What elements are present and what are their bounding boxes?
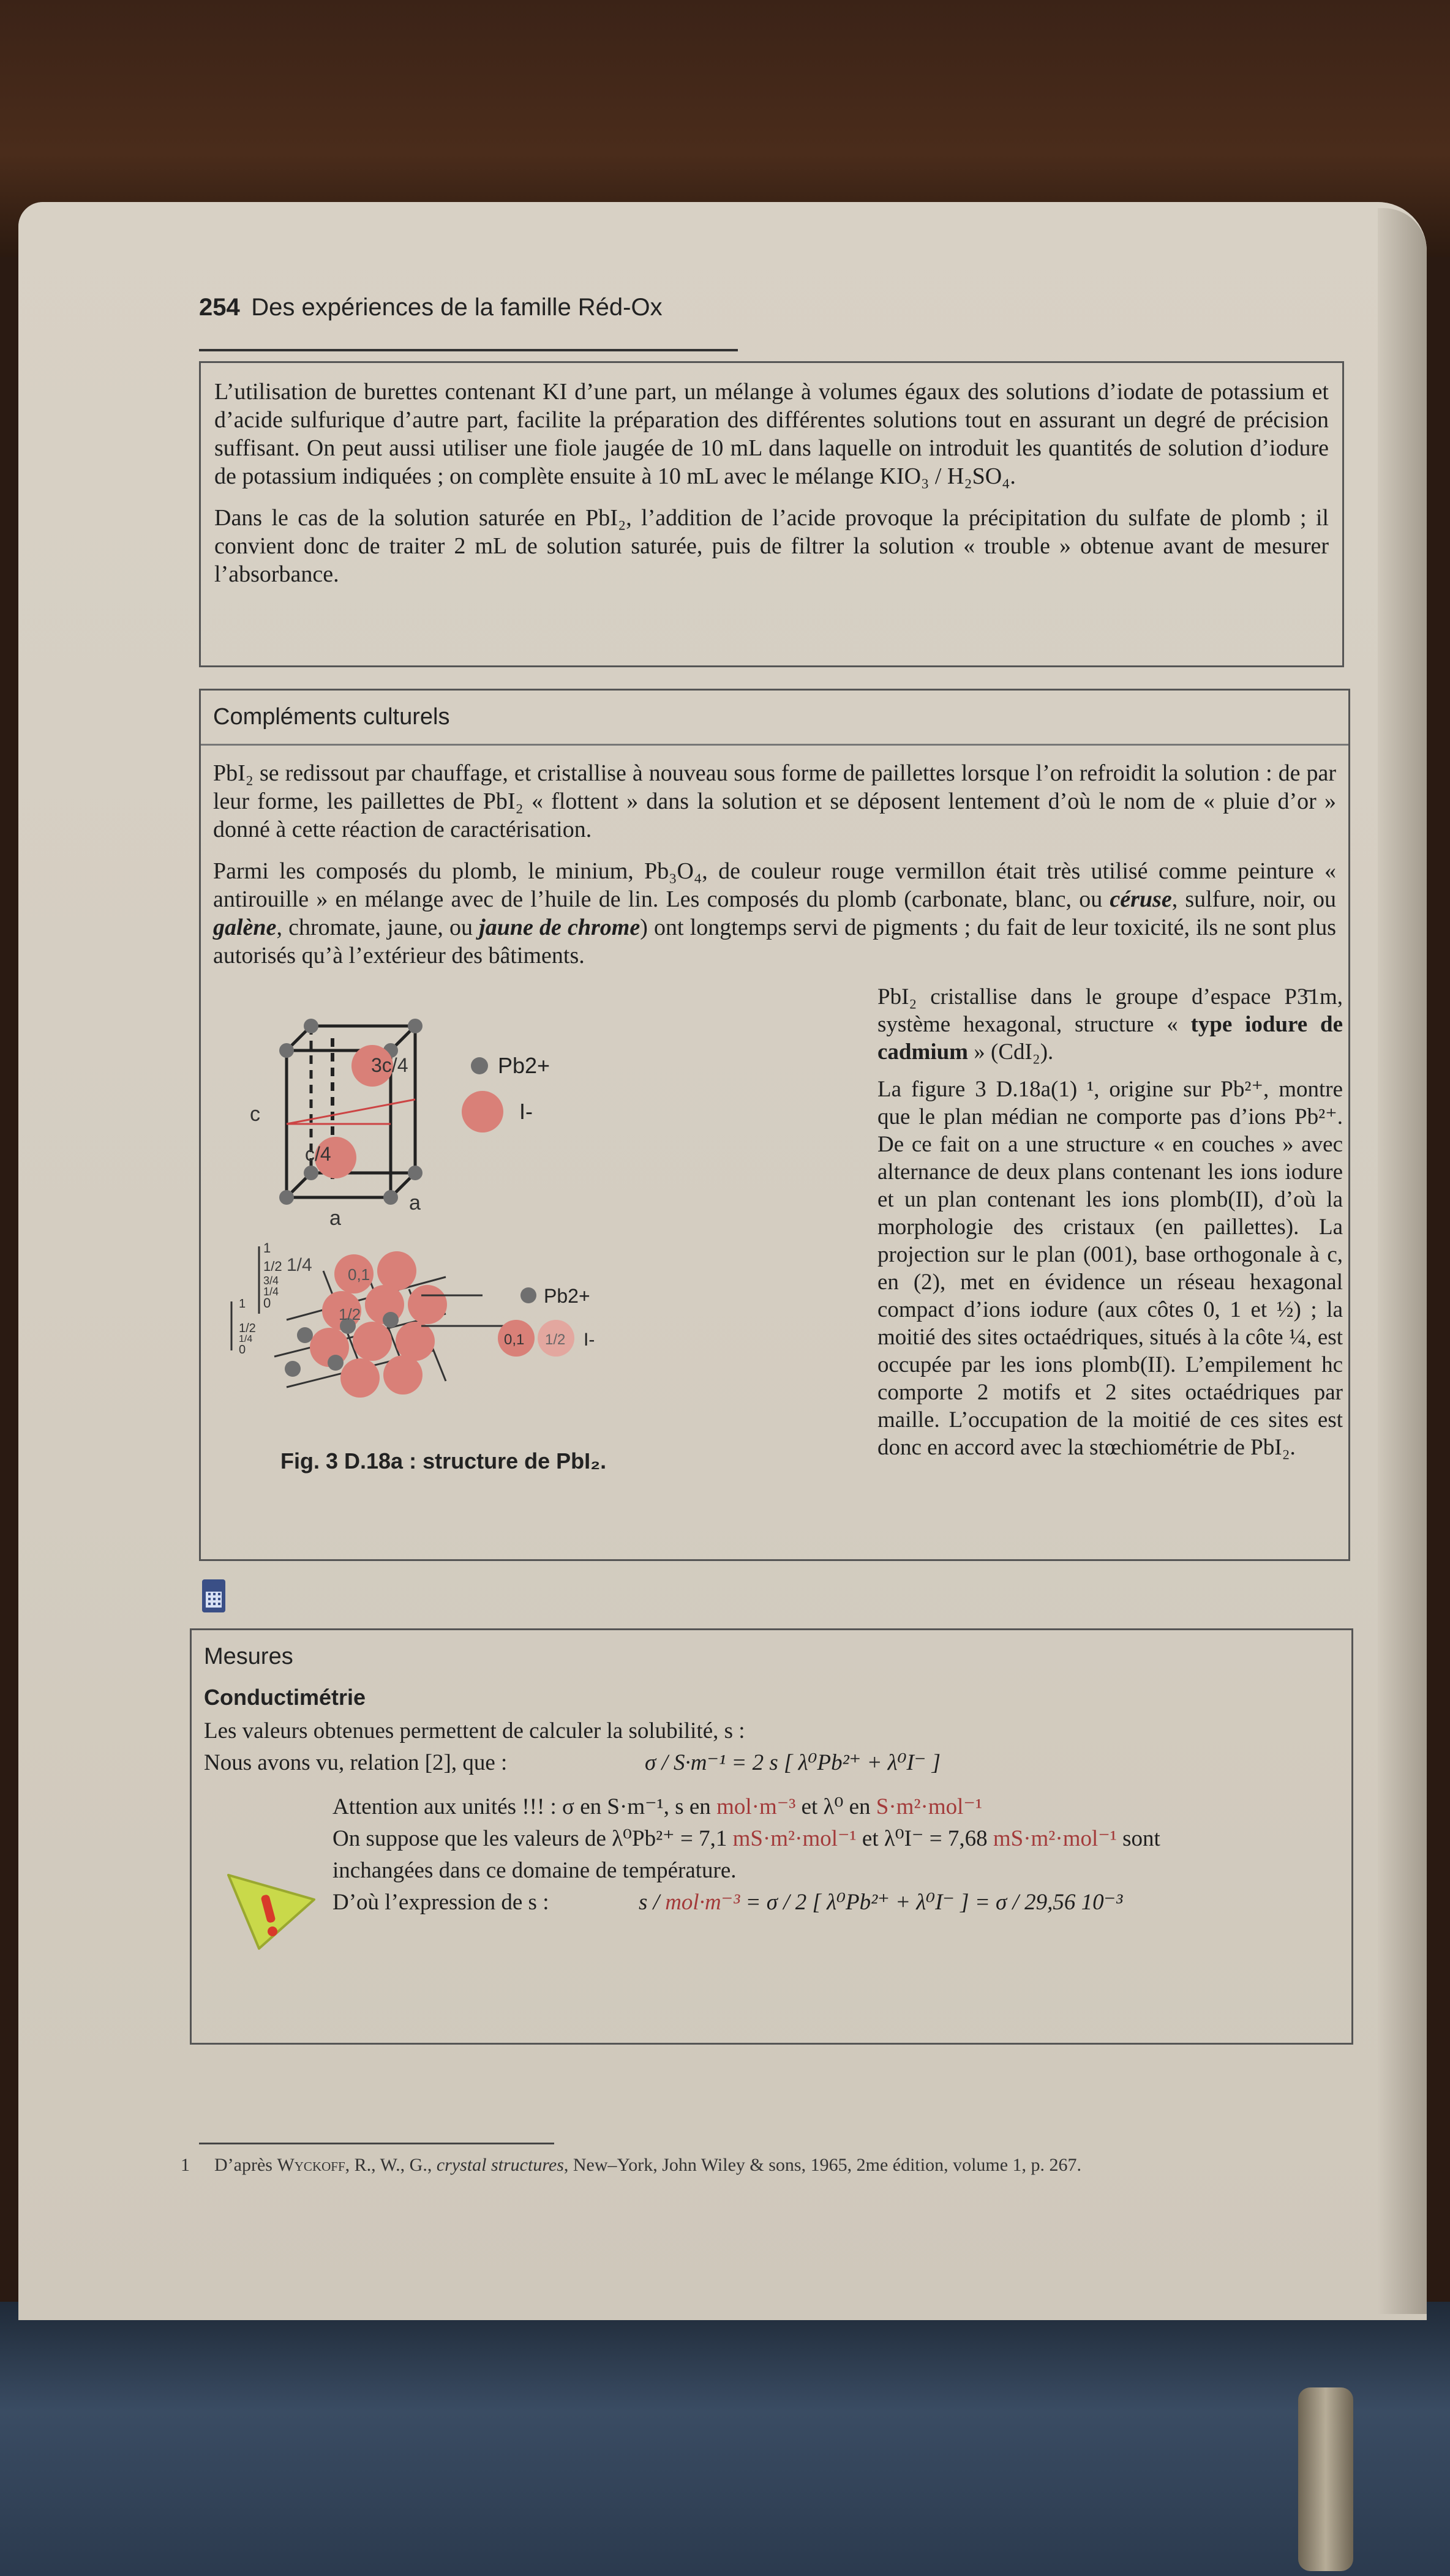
label-quarter: 1/4 — [287, 1255, 312, 1275]
label-c4: c/4 — [305, 1143, 331, 1165]
legend-pb-marker — [471, 1057, 488, 1074]
structure-text — [877, 983, 1343, 1471]
measures-content — [192, 1717, 1351, 1920]
svg-text:1/2: 1/2 — [263, 1259, 282, 1274]
svg-text:1/2: 1/2 — [239, 1322, 256, 1335]
conductimetry-subtitle: Conductimétrie — [204, 1685, 366, 1710]
footnote-mark: 1 — [181, 2155, 190, 2175]
legend-i: I- — [519, 1099, 533, 1124]
crystal-structure-diagram — [225, 983, 868, 1491]
svg-text:1: 1 — [263, 1240, 271, 1256]
label-a-2: a — [409, 1191, 421, 1215]
relation-2-formula: σ / S·m⁻¹ = 2 s [ λ⁰Pb²⁺ + λ⁰I⁻ ] — [645, 1750, 941, 1775]
median-plane — [287, 1099, 415, 1124]
label-3c4: 3c/4 — [371, 1054, 408, 1076]
cultural-paragraph-1: PbI₂ se redissout par chauffage, et cristallise à nouveau sous forme de paillettes lorsque l’on refroidit la solution : de par leur forme, les paillettes de PbI₂ « flottent » dans la solution et se déposent lentement d’où le nom de « pluie d’or » donné à cette réaction de caractérisation. — [213, 760, 1336, 842]
svg-text:1/4: 1/4 — [239, 1334, 253, 1344]
pbi2-structure-figure — [225, 983, 868, 1491]
legend-pb: Pb2+ — [498, 1053, 550, 1078]
term-type-iodure-de-cadmium: type iodure de cadmium — [877, 1012, 1343, 1065]
footnote: 1 D’après Wyckoff, R., W., G., crystal structures, New–York, John Wiley & sons, 1965, 2me édition, volume 1, p. 267. — [181, 2155, 1082, 2175]
svg-text:1: 1 — [239, 1297, 246, 1311]
legend2-pb: Pb2+ — [544, 1285, 590, 1307]
label-a-1: a — [329, 1207, 341, 1230]
term-ceruse: céruse — [1110, 886, 1172, 912]
svg-text:0: 0 — [263, 1295, 271, 1311]
page-title: Des expériences de la famille Réd-Ox — [251, 294, 663, 321]
page-edge — [1378, 208, 1427, 2314]
background-bottom — [0, 2302, 1450, 2576]
svg-text:1/2: 1/2 — [339, 1305, 361, 1324]
measures-box — [190, 1628, 1353, 2045]
solubility-expression-line: D’où l’expression de s : s / mol·m⁻³ = σ / 2 [ λ⁰Pb²⁺ + λ⁰I⁻ ] = σ / 29,56 10⁻³ — [204, 1888, 1339, 1920]
label-c: c — [250, 1103, 260, 1126]
structure-paragraph-1: PbI₂ cristallise dans le groupe d’espace P3̄1m, système hexagonal, structure « type iodure de cadmium » (CdI₂). — [877, 984, 1343, 1065]
solubility-formula: s / mol·m⁻³ = σ / 2 [ λ⁰Pb²⁺ + λ⁰I⁻ ] = σ / 29,56 10⁻³ — [639, 1890, 1123, 1915]
warning-icon — [216, 1863, 320, 1955]
measures-line-1: Les valeurs obtenues permettent de calculer la solubilité, s : — [204, 1718, 745, 1743]
procedure-paragraph-2: Dans le cas de la solution saturée en PbI₂, l’addition de l’acide provoque la précipitation du sulfate de plomb ; il convient donc de traiter 2 mL de solution saturée, puis de filtrer la solution « trouble » obtenue avant de mesurer l’absorbance. — [214, 505, 1329, 587]
page-number: 254 — [199, 294, 240, 321]
figure-caption: Fig. 3 D.18a : structure de PbI₂. — [280, 1448, 607, 1473]
svg-text:1/2: 1/2 — [545, 1331, 566, 1348]
structure-paragraph-2: La figure 3 D.18a(1) ¹, origine sur Pb²⁺, montre que le plan médian ne comporte pas d’ions Pb²⁺. De ce fait on a une structure « en couches » avec alternance de deux plans contenant les ions iodure et un plan contenant les ions plomb(II), d’où la morphologie des cristaux (en paillettes). La projection sur le plan (001), base orthogonale à c, en (2), met en évidence un réseau hexagonal compact d’ions iodure (aux côtes 0, 1 et ½) ; la moitié des sites octaédriques, situés à la côte ¼, est occupée par les ions plomb(II). L’empilement hc comporte 2 motifs et 2 sites octaédriques par maille. L’occupation de la moitié de ces sites est donc en accord avec la stœchiométrie de PbI₂. — [877, 1077, 1343, 1460]
procedure-paragraph-1: L’utilisation de burettes contenant KI d’une part, un mélange à volumes égaux des solutions d’iodate de potassium et d’acide sulfurique d’autre part, facilite la préparation des différentes solutions tout en assurant un degré de précision suffisant. On peut aussi utiliser une fiole jaugée de 10 mL dans laquelle on introduit les quantités de solution d’iodure de potassium indiquées ; on complète ensuite à 10 mL avec le mélange KIO₃ / H₂SO₄. — [214, 379, 1329, 489]
term-galene: galène — [213, 915, 277, 940]
legend-i-marker — [462, 1091, 503, 1133]
figure-and-text — [213, 983, 1343, 1491]
calculator-icon — [202, 1579, 225, 1612]
measures-line-2: Nous avons vu, relation [2], que : σ / S·m⁻¹ = 2 s [ λ⁰Pb²⁺ + λ⁰I⁻ ] — [204, 1748, 1339, 1780]
svg-text:0,1: 0,1 — [504, 1331, 525, 1348]
svg-text:3/4: 3/4 — [263, 1275, 279, 1287]
svg-text:1/4: 1/4 — [263, 1286, 279, 1298]
cultural-title: Compléments culturels — [201, 691, 1348, 746]
svg-text:0: 0 — [239, 1343, 246, 1357]
cultural-body — [201, 746, 1348, 1491]
cultural-paragraph-2: Parmi les composés du plomb, le minium, Pb₃O₄, de couleur rouge vermillon était très utilisé comme peinture « antirouille » en mélange avec de l’huile de lin. Les composés du plomb (carbonate, blanc, ou céruse, sulfure, noir, ou galène, chromate, jaune, ou jaune de chrome) ont longtemps servi de pigments ; du fait de leur toxicité, ils ne sont plus autorisés qu’à l’extérieur des bâtiments. — [213, 858, 1336, 968]
legend2-i: I- — [584, 1330, 595, 1350]
svg-text:0,1: 0,1 — [348, 1265, 370, 1284]
footnote-separator — [199, 2143, 554, 2144]
zipper — [1298, 2387, 1353, 2571]
term-jaune-de-chrome: jaune de chrome — [479, 915, 640, 940]
assumption-line: On suppose que les valeurs de λ⁰Pb²⁺ = 7,1 mS·m²·mol⁻¹ et λ⁰I⁻ = 7,68 mS·m²·mol⁻¹ sont — [332, 1826, 1160, 1851]
assumption-line-2: inchangées dans ce domaine de température. — [332, 1858, 737, 1883]
measures-title: Mesures — [204, 1644, 293, 1669]
page-header — [199, 294, 738, 351]
cultural-box — [199, 689, 1350, 1561]
units-warning-line: Attention aux unités !!! : σ en S·m⁻¹, s en mol·m⁻³ et λ⁰ en S·m²·mol⁻¹ — [332, 1794, 983, 1819]
legend2-pb-marker — [520, 1287, 536, 1303]
procedure-box — [199, 361, 1344, 667]
